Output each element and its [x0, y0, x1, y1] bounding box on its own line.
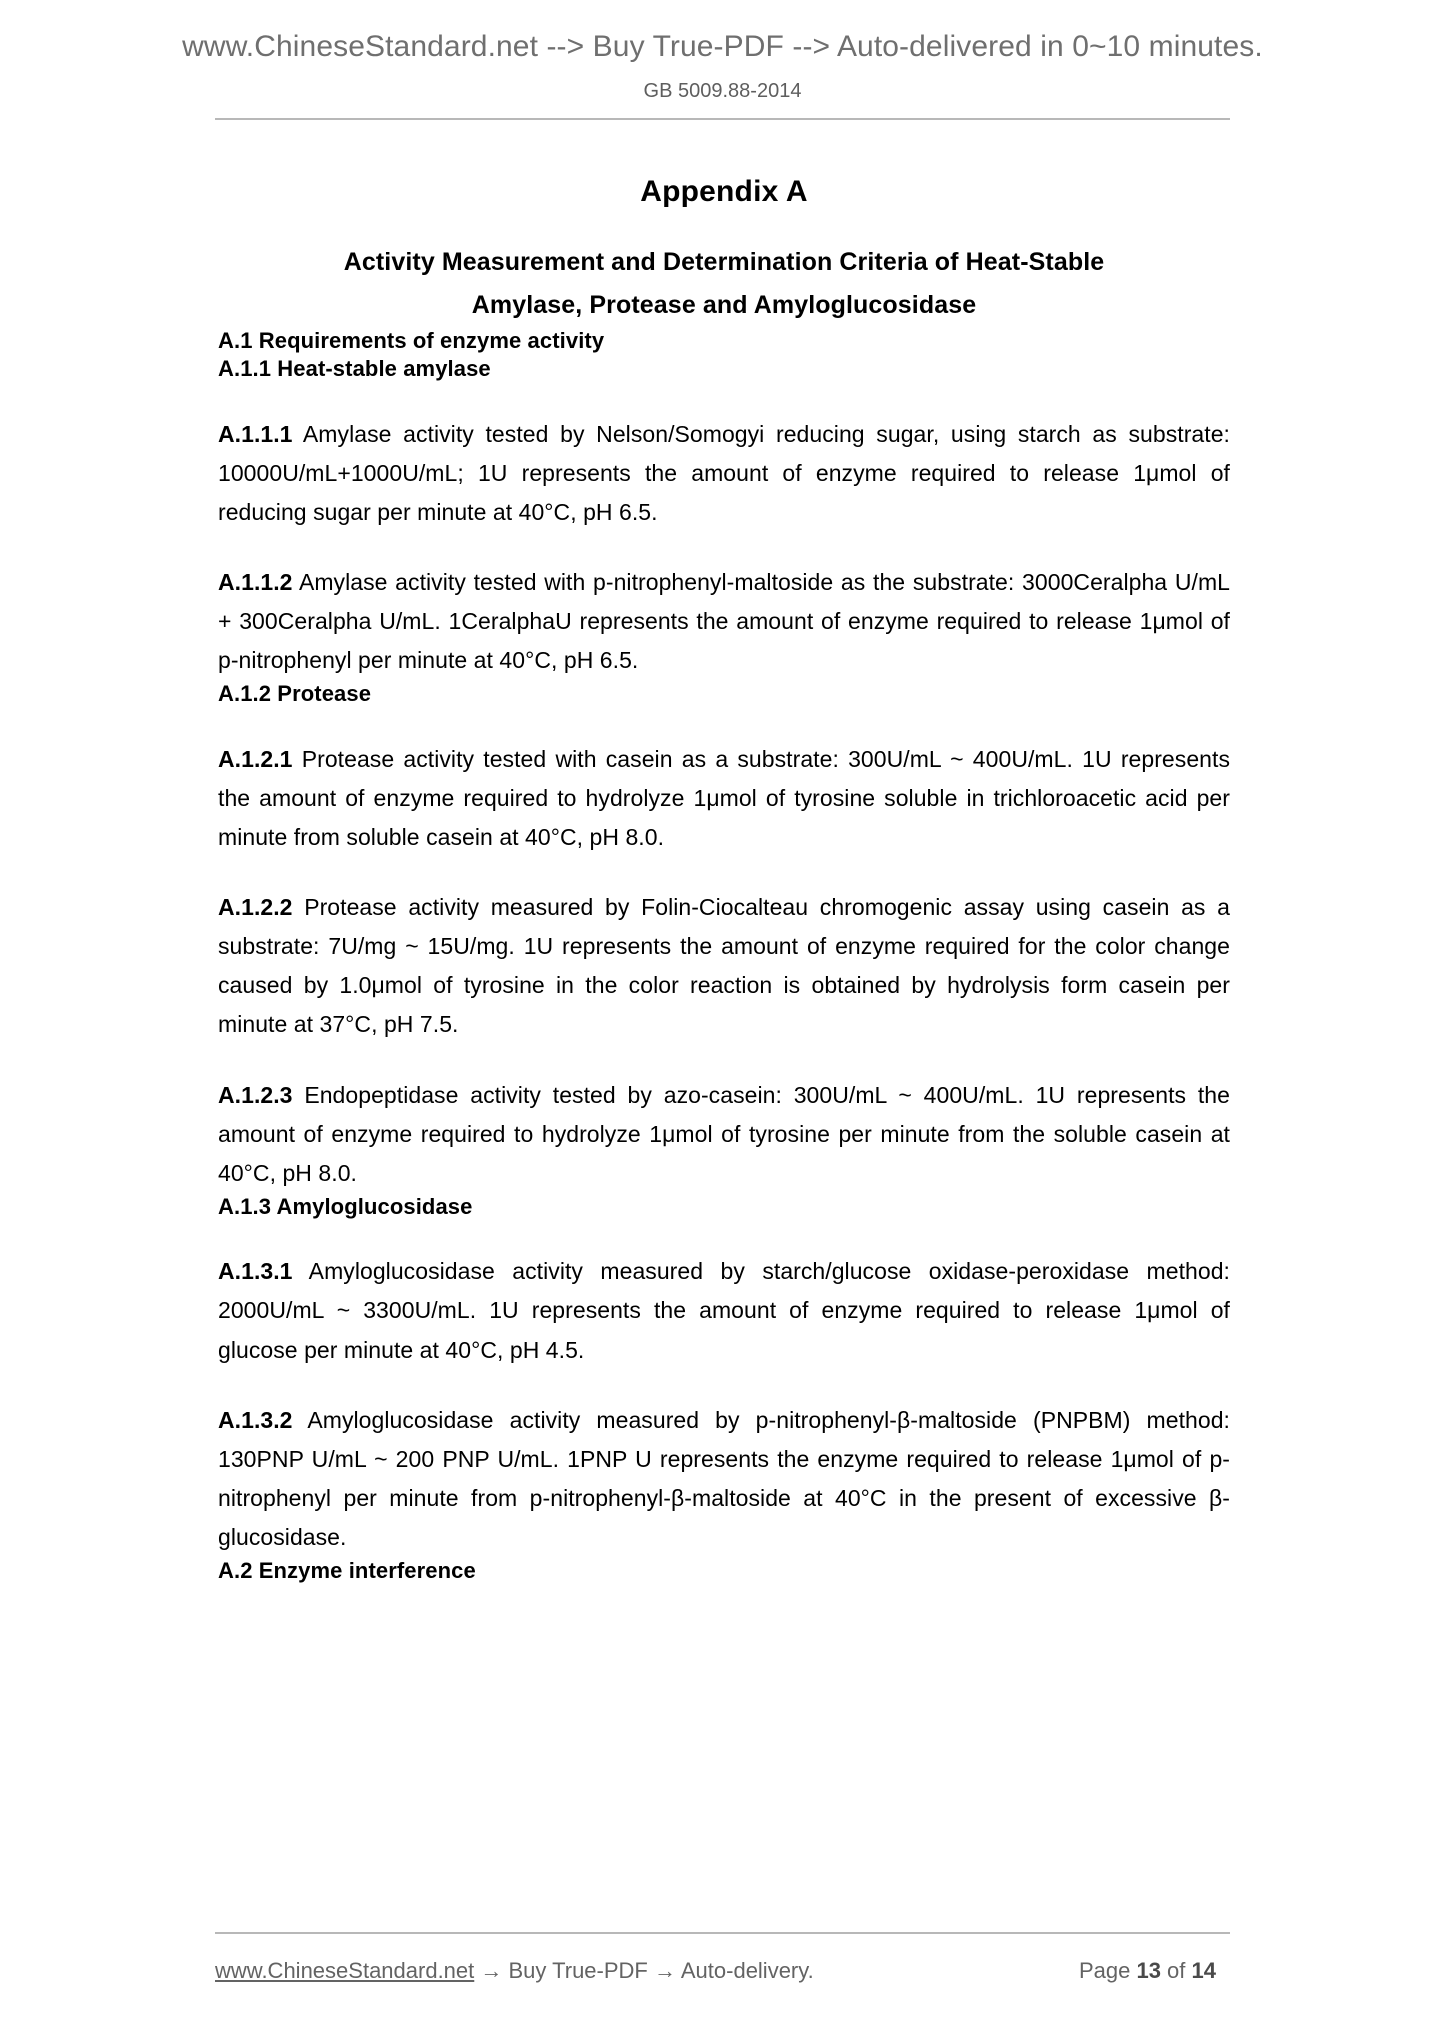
- paragraph-label-a1-2-1: A.1.2.1: [218, 745, 293, 772]
- footer-site-link[interactable]: www.ChineseStandard.net: [215, 1958, 475, 1983]
- heading-a1-2: A.1.2 Protease: [218, 681, 372, 707]
- paragraph-text-a1-1-1: Amylase activity tested by Nelson/Somogyi reducing sugar, using starch as substrate: 10000U/mL+1000U/mL; 1U represents the amount of enzyme required to release 1μmol of reducing sugar per minute at 40°C, pH 6.5.: [218, 420, 1230, 525]
- footer-divider: [215, 1932, 1230, 1934]
- paragraph-label-a1-1-1: A.1.1.1: [218, 420, 293, 447]
- appendix-subtitle-line-1: Activity Measurement and Determination Criteria of Heat-Stable: [343, 247, 1105, 276]
- page-total-number: 14: [1191, 1958, 1216, 1983]
- paragraph-text-a1-3-1: Amyloglucosidase activity measured by starch/glucose oxidase-peroxidase method: 2000U/mL ~ 3300U/mL. 1U represents the amount of enzyme required to release 1μmol of glucose per minute at 40°C, pH 4.5.: [218, 1258, 1230, 1363]
- heading-a1: A.1 Requirements of enzyme activity: [218, 327, 605, 353]
- heading-a1-3: A.1.3 Amyloglucosidase: [218, 1193, 473, 1219]
- promo-banner: www.ChineseStandard.net --> Buy True-PDF --> Auto-delivered in 0~10 minutes.: [182, 30, 1263, 63]
- page-footer: [215, 1954, 1230, 1988]
- page-current-number: 13: [1136, 1958, 1161, 1983]
- document-standard-code: GB 5009.88-2014: [643, 80, 802, 102]
- paragraph-a1-3-2: [218, 1401, 1230, 1557]
- page-of-word: of: [1160, 1958, 1192, 1983]
- page-indicator: [1079, 1958, 1230, 1984]
- paragraph-a1-2-3: [218, 1076, 1230, 1193]
- paragraph-label-a1-2-2: A.1.2.2: [218, 894, 293, 921]
- paragraph-a1-3-1: [218, 1252, 1230, 1369]
- heading-a2: A.2 Enzyme interference: [218, 1558, 476, 1584]
- paragraph-label-a1-3-1: A.1.3.1: [218, 1258, 293, 1285]
- footer-tagline: → Buy True-PDF → Auto-delivery.: [474, 1958, 814, 1983]
- paragraph-a1-2-1: [218, 740, 1230, 857]
- paragraph-text-a1-2-2: Protease activity measured by Folin-Ciocalteau chromogenic assay using casein as a substrate: 7U/mg ~ 15U/mg. 1U represents the amount of enzyme required for the color change caused by 1.0μmol of tyrosine in the color reaction is obtained by hydrolysis form casein per minute at 37°C, pH 7.5.: [218, 894, 1230, 1038]
- heading-a1-1: A.1.1 Heat-stable amylase: [218, 356, 491, 382]
- page-word: Page: [1078, 1958, 1137, 1983]
- paragraph-text-a1-3-2: Amyloglucosidase activity measured by p-nitrophenyl-β-maltoside (PNPBM) method: 130PNP U/mL ~ 200 PNP U/mL. 1PNP U represents the enzyme required to release 1μmol of p-nitrophenyl per minute from p-nitrophenyl-β-maltoside at 40°C in the present of excessive β-glucosidase.: [218, 1406, 1230, 1550]
- paragraph-a1-1-2: [218, 563, 1230, 680]
- paragraph-label-a1-1-2: A.1.1.2: [218, 568, 293, 595]
- paragraph-text-a1-2-3: Endopeptidase activity tested by azo-casein: 300U/mL ~ 400U/mL. 1U represents the amount of enzyme required to hydrolyze 1μmol of tyrosine per minute from the soluble casein at 40°C, pH 8.0.: [218, 1081, 1230, 1186]
- paragraph-label-a1-2-3: A.1.2.3: [218, 1081, 293, 1108]
- paragraph-label-a1-3-2: A.1.3.2: [218, 1406, 293, 1433]
- header-divider: [215, 118, 1230, 120]
- paragraph-text-a1-1-2: Amylase activity tested with p-nitrophenyl-maltoside as the substrate: 3000Ceralpha U/mL + 300Ceralpha U/mL. 1CeralphaU represents the amount of enzyme required to release 1μmol of p-nitrophenyl per minute at 40°C, pH 6.5.: [218, 568, 1230, 674]
- paragraph-a1-1-1: [218, 415, 1230, 532]
- appendix-subtitle-line-2: Amylase, Protease and Amyloglucosidase: [471, 290, 977, 319]
- paragraph-a1-2-2: [218, 888, 1230, 1044]
- paragraph-text-a1-2-1: Protease activity tested with casein as a substrate: 300U/mL ~ 400U/mL. 1U represents the amount of enzyme required to hydrolyze 1μmol of tyrosine soluble in trichloroacetic acid per minute from soluble casein at 40°C, pH 8.0.: [218, 745, 1230, 851]
- appendix-title: Appendix A: [640, 175, 808, 208]
- appendix-subtitle: [218, 241, 1230, 327]
- document-body: [218, 150, 1230, 1586]
- footer-promo: [215, 1958, 814, 1984]
